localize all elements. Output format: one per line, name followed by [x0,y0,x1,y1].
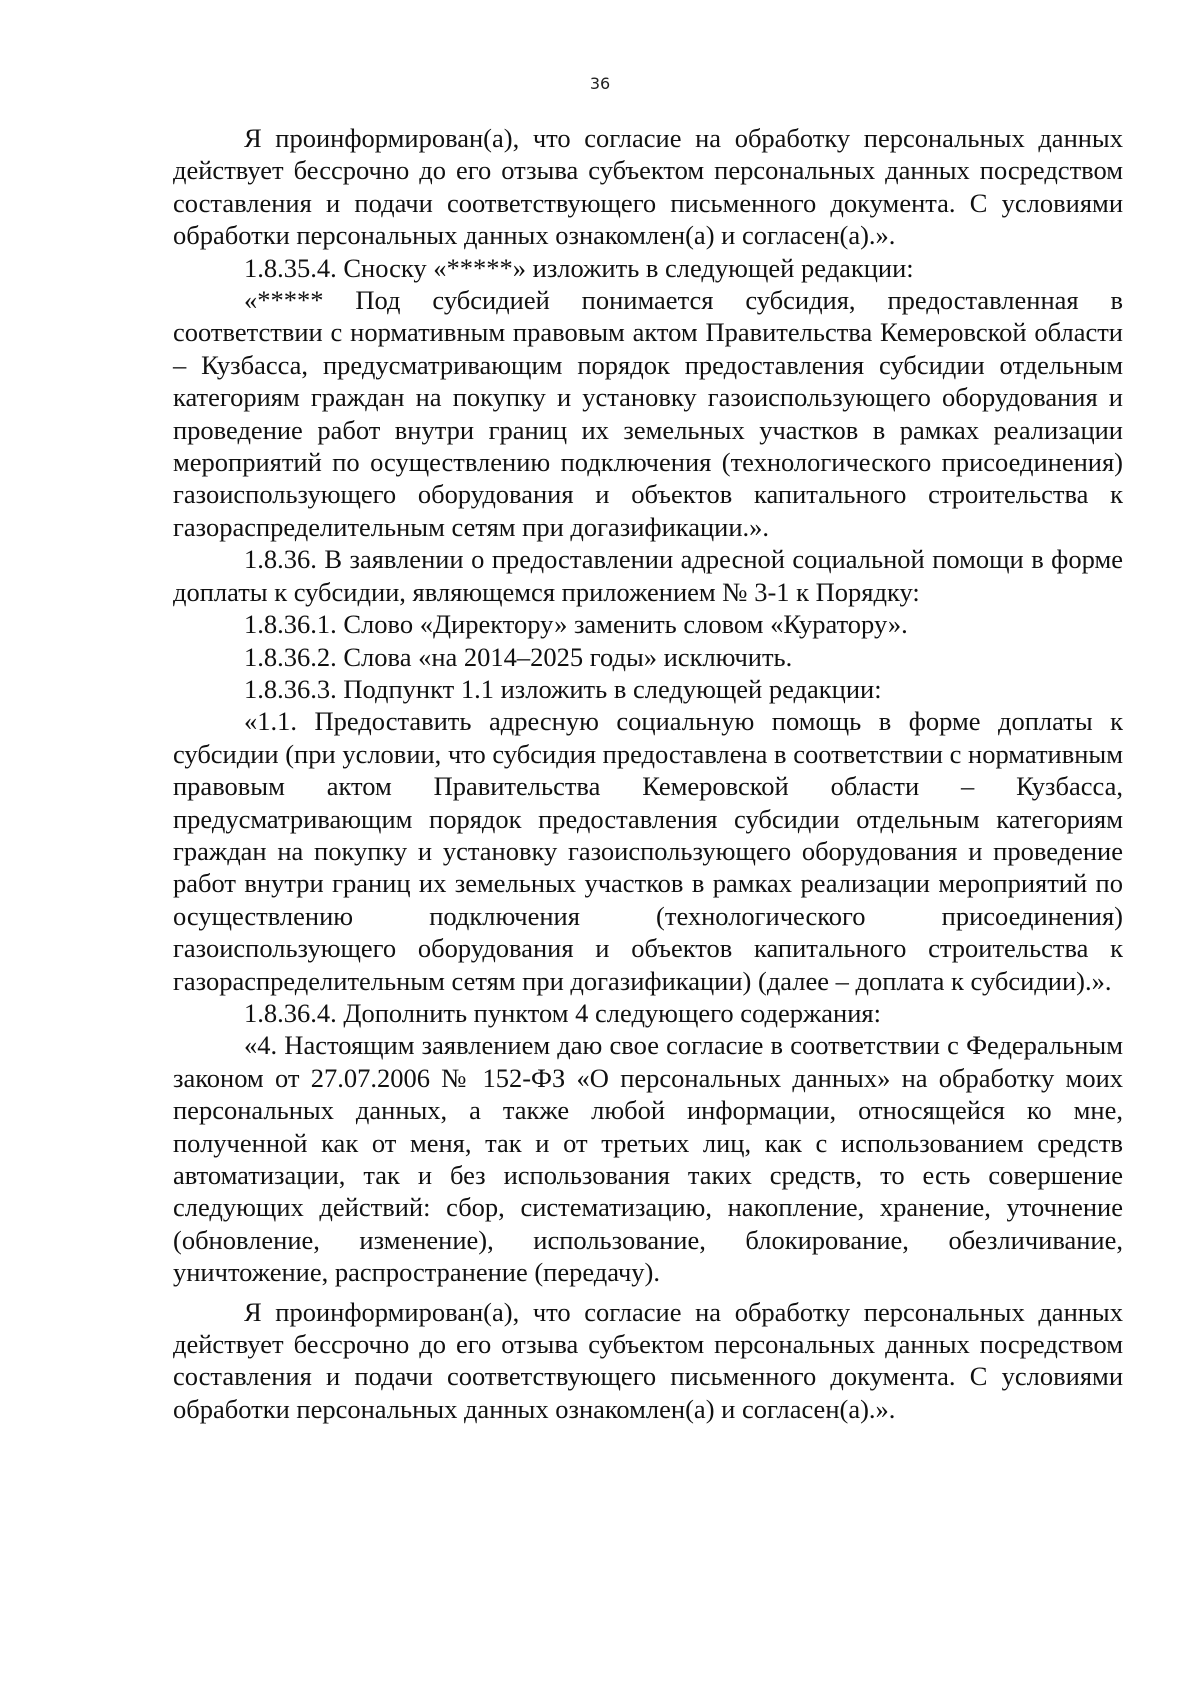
paragraph-1-8-36-3: 1.8.36.3. Подпункт 1.1 изложить в следующей редакции: [244,673,882,704]
page-number: 36 [589,74,611,93]
paragraph-consent-info: Я проинформирован(а), что согласие на обработку персональных данных действует бессрочно до его отзыва субъектом персональных данных посредством составления и подачи соответствующего письменного документа. С условиями обработки персональных данных ознакомлен(а) и согласен(а).». [173,123,1123,251]
paragraph-subpoint-1-1: «1.1. Предоставить адресную социальную помощь в форме доплаты к субсидии (при условии, что субсидия предоставлена в соответствии с нормативным правовым актом Правительства Кемеровской области – Кузбасса, предусматривающим порядок предоставления субсидии отдельным категориям граждан на покупку и установку газоиспользующего оборудования и проведение работ внутри границ их земельных участков в рамках реализации мероприятий по осуществлению подключения (технологического присоединения) газоиспользующего оборудования и объектов капитального строительства к газораспределительным сетям при догазификации) (далее – доплата к субсидии).». [173,706,1123,996]
paragraph-1-8-36: 1.8.36. В заявлении о предоставлении адресной социальной помощи в форме доплаты к субсидии, являющемся приложением № 3-1 к Порядку: [173,544,1123,607]
paragraph-1-8-36-4: 1.8.36.4. Дополнить пунктом 4 следующего содержания: [244,997,881,1028]
paragraph-point-4-consent: «4. Настоящим заявлением даю свое согласие в соответствии с Федеральным законом от 27.07.2006 № 152-ФЗ «О персональных данных» на обработку моих персональных данных, а также любой информации, относящейся ко мне, полученной как от меня, так и от третьих лиц, как с использованием средств автоматизации, так и без использования таких средств, то есть совершение следующих действий: сбор, систематизацию, накопление, хранение, уточнение (обновление, изменение), использование, блокирование, обезличивание, уничтожение, распространение (передачу). [173,1030,1123,1288]
paragraph-footnote-subsidy: «***** Под субсидией понимается субсидия, предоставленная в соответствии с нормативным правовым актом Правительства Кемеровской области – Кузбасса, предусматривающим порядок предоставления субсидии отдельным категориям граждан на покупку и установку газоиспользующего оборудования и проведение работ внутри границ их земельных участков в рамках реализации мероприятий по осуществлению подключения (технологического присоединения) газоиспользующего оборудования и объектов капитального строительства к газораспределительным сетям при догазификации.». [173,285,1123,542]
paragraph-1-8-35-4: 1.8.35.4. Сноску «*****» изложить в следующей редакции: [244,252,914,283]
paragraph-1-8-36-1: 1.8.36.1. Слово «Директору» заменить словом «Куратору». [244,609,908,640]
paragraph-consent-info-final: Я проинформирован(а), что согласие на обработку персональных данных действует бессрочно до его отзыва субъектом персональных данных посредством составления и подачи соответствующего письменного документа. С условиями обработки персональных данных ознакомлен(а) и согласен(а).». [173,1296,1123,1424]
paragraph-1-8-36-2: 1.8.36.2. Слова «на 2014–2025 годы» исключить. [244,641,793,672]
document-body [173,122,1123,1425]
